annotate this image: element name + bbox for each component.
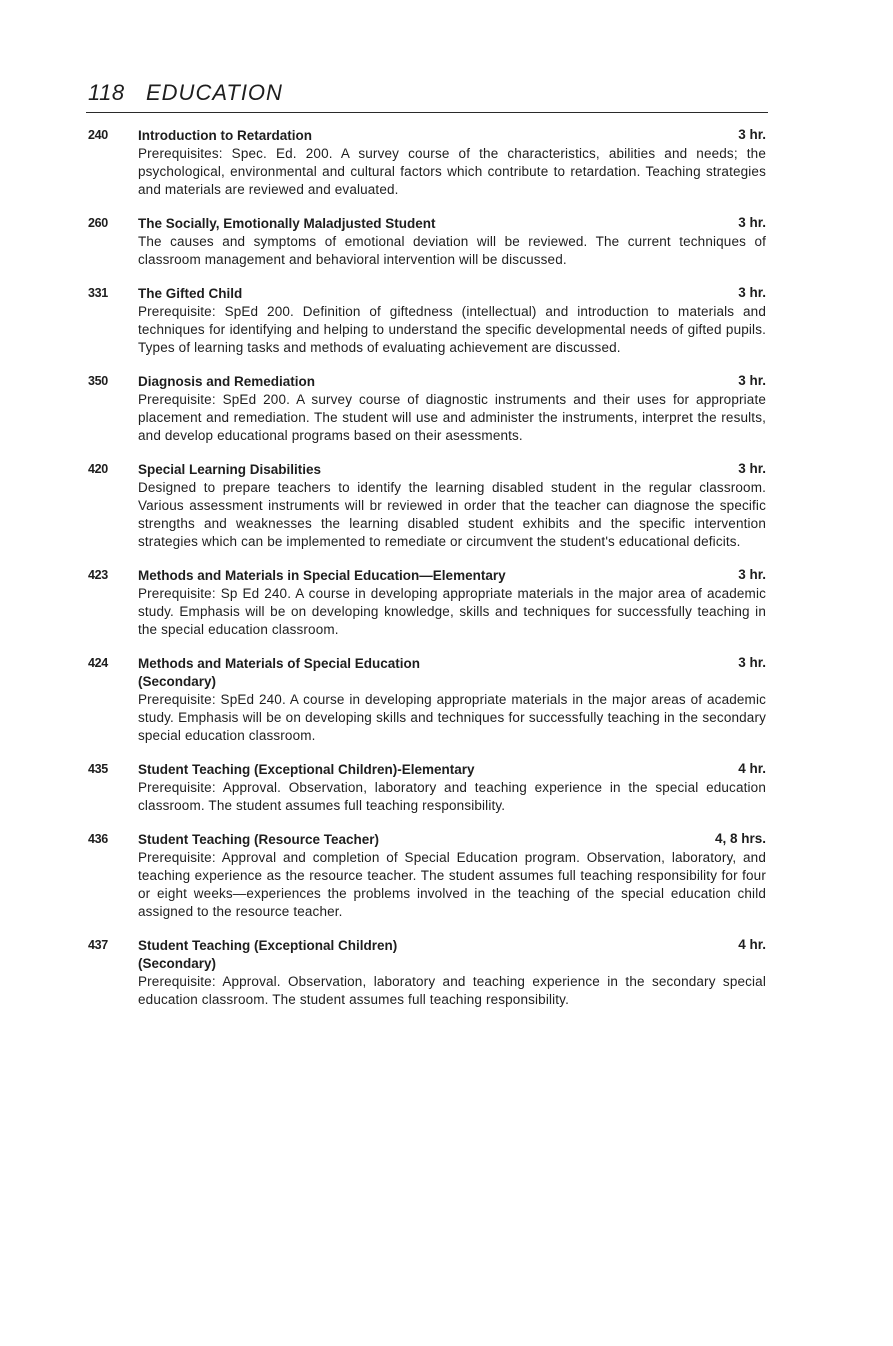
course-number: 437 — [88, 938, 108, 952]
course-description: Prerequisite: Approval. Observation, laboratory and teaching experience in the special education classroom. The student assumes full teaching responsibility. — [138, 780, 766, 813]
course-body — [138, 937, 766, 1009]
course-number: 435 — [88, 762, 108, 776]
course-number: 331 — [88, 286, 108, 300]
course-number: 420 — [88, 462, 108, 476]
course-body — [138, 761, 766, 815]
course-body — [138, 285, 766, 357]
course-description: Designed to prepare teachers to identify the learning disabled student in the regular classroom. Various assessment instruments will br reviewed in order that the teacher can diagnose the specific strengths and weaknesses the learning disabled student exhibits and the specific intervention strategies which can be implemented to remediate or circumvent the student's educational deficits. — [138, 480, 766, 549]
course-body — [138, 373, 766, 445]
course-body — [138, 831, 766, 921]
course-entry — [88, 937, 768, 1009]
section-title: EDUCATION — [146, 80, 283, 105]
course-title: Student Teaching (Exceptional Children) — [138, 938, 398, 953]
course-credit: 4 hr. — [738, 937, 766, 952]
course-title: Methods and Materials of Special Education — [138, 656, 421, 671]
course-body — [138, 567, 766, 639]
course-description: Prerequisite: Approval and completion of Special Education program. Observation, laboratory, and teaching experience as the resource teacher. The student assumes full teaching responsibility for four or eight weeks—experiences the problems involved in the teaching of the special education child assigned to the resource teacher. — [138, 850, 766, 919]
course-description: Prerequisite: Approval. Observation, laboratory and teaching experience in the secondary special education classroom. The student assumes full teaching responsibility. — [138, 974, 766, 1007]
course-title: Methods and Materials in Special Education—Elementary — [138, 568, 506, 583]
course-title: Special Learning Disabilities — [138, 462, 322, 477]
course-subtitle: (Secondary) — [138, 674, 217, 689]
course-entry — [88, 567, 768, 639]
course-description: The causes and symptoms of emotional deviation will be reviewed. The current techniques of classroom management and behavioral intervention will be discussed. — [138, 234, 766, 267]
course-entry — [88, 373, 768, 445]
course-description: Prerequisites: Spec. Ed. 200. A survey course of the characteristics, abilities and needs; the psychological, environmental and cultural factors which contribute to retardation. Teaching strategies and materials are reviewed and evaluated. — [138, 146, 766, 197]
course-credit: 3 hr. — [738, 127, 766, 142]
course-body — [138, 655, 766, 745]
course-number: 424 — [88, 656, 108, 670]
course-credit: 3 hr. — [738, 655, 766, 670]
course-credit: 3 hr. — [738, 215, 766, 230]
course-entry — [88, 761, 768, 815]
course-subtitle: (Secondary) — [138, 956, 217, 971]
course-credit: 3 hr. — [738, 567, 766, 582]
course-description: Prerequisite: SpEd 200. Definition of giftedness (intellectual) and introduction to materials and techniques for identifying and helping to understand the specific developmental needs of gifted pupils. Types of learning tasks and methods of evaluating achievement are discussed. — [138, 304, 766, 355]
course-title: Student Teaching (Resource Teacher) — [138, 832, 380, 847]
course-number: 350 — [88, 374, 108, 388]
course-entry — [88, 831, 768, 921]
course-number: 260 — [88, 216, 108, 230]
course-credit: 4 hr. — [738, 761, 766, 776]
course-credit: 3 hr. — [738, 285, 766, 300]
course-credit: 3 hr. — [738, 373, 766, 388]
course-entry — [88, 461, 768, 551]
course-description: Prerequisite: Sp Ed 240. A course in developing appropriate materials in the major area of academic study. Emphasis will be on developing knowledge, skills and techniques for successfully teaching in the special education classroom. — [138, 586, 766, 637]
course-description: Prerequisite: SpEd 240. A course in developing appropriate materials in the major areas of academic study. Emphasis will be on developing skills and techniques for successfully teaching in the secondary special education classroom. — [138, 692, 766, 743]
course-body — [138, 127, 766, 199]
course-credit: 4, 8 hrs. — [714, 831, 766, 846]
course-body — [138, 215, 766, 269]
course-list — [88, 127, 768, 1025]
course-description: Prerequisite: SpEd 200. A survey course of diagnostic instruments and their uses for appropriate placement and remediation. The student will use and administer the instruments, interpret the results, and develop educational programs based on their asessments. — [138, 392, 766, 443]
course-body — [138, 461, 766, 551]
course-number: 240 — [88, 128, 108, 142]
course-entry — [88, 285, 768, 357]
course-entry — [88, 127, 768, 199]
course-number: 436 — [88, 832, 108, 846]
course-credit: 3 hr. — [738, 461, 766, 476]
running-head — [86, 78, 768, 113]
course-title: Diagnosis and Remediation — [138, 374, 316, 389]
course-title: Student Teaching (Exceptional Children)-Elementary — [138, 762, 475, 777]
course-title: The Gifted Child — [138, 286, 243, 301]
course-title: The Socially, Emotionally Maladjusted Student — [138, 216, 436, 231]
course-entry — [88, 215, 768, 269]
course-entry — [88, 655, 768, 745]
course-title: Introduction to Retardation — [138, 128, 312, 143]
course-number: 423 — [88, 568, 108, 582]
page-number: 118 — [88, 80, 125, 105]
